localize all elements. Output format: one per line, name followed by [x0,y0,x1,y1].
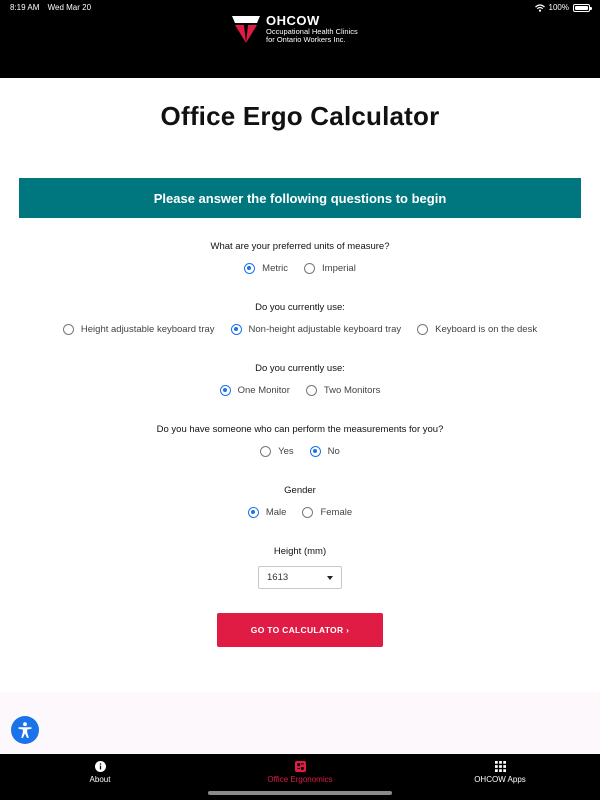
radio-button[interactable] [260,446,271,457]
option-label: Yes [278,446,294,457]
radio-metric[interactable] [244,263,288,274]
option-label: Female [320,507,353,518]
question-gender: Gender [284,485,316,496]
radio-button-checked[interactable] [244,263,255,274]
accessibility-icon [16,721,34,739]
radio-button[interactable] [306,385,317,396]
radio-no[interactable] [310,446,340,457]
battery-percent: 100% [548,3,569,12]
option-label: Two Monitors [323,385,381,396]
tab-label: About [89,775,111,784]
app-header [0,0,600,78]
height-label: Height (mm) [273,546,327,557]
logo-line-1: Occupational Health Clinics [266,26,358,36]
info-icon [95,761,106,772]
question-units: What are your preferred units of measure? [210,241,390,252]
question-keyboard: Do you currently use: [255,302,345,313]
radio-button[interactable] [63,324,74,335]
radio-button[interactable] [302,507,313,518]
grid-icon [495,761,506,772]
option-label: Male [265,507,287,518]
tab-about[interactable] [40,761,160,784]
helper-options [0,446,600,457]
radio-button-checked[interactable] [220,385,231,396]
gender-options [0,507,600,518]
radio-male[interactable] [248,507,287,518]
battery-icon [573,4,590,12]
ergonomics-icon [295,761,306,772]
page-title: Office Ergo Calculator [160,101,440,131]
ohcow-logo-icon [231,14,261,44]
content-footer-area [0,692,600,754]
status-date: Wed Mar 20 [47,3,92,12]
question-monitors: Do you currently use: [255,363,345,374]
radio-button[interactable] [417,324,428,335]
option-label: Non-height adjustable keyboard tray [248,324,402,335]
go-to-calculator-button[interactable]: GO TO CALCULATOR › [217,613,383,647]
tab-label: Office Ergonomics [267,775,333,784]
option-label: Height adjustable keyboard tray [80,324,215,335]
radio-one-monitor[interactable] [220,385,290,396]
radio-button-checked[interactable] [248,507,259,518]
logo-name: OHCOW [266,13,320,28]
accessibility-button[interactable] [11,716,39,744]
wifi-icon [535,4,545,12]
radio-button[interactable] [304,263,315,274]
status-time: 8:19 AM [10,3,40,12]
tab-label: OHCOW Apps [474,775,526,784]
option-label: Imperial [322,263,356,274]
radio-keyboard-on-desk[interactable] [417,324,537,335]
radio-non-height-adjustable-tray[interactable] [231,324,402,335]
radio-imperial[interactable] [304,263,356,274]
question-helper: Do you have someone who can perform the measurements for you? [156,424,444,435]
radio-yes[interactable] [260,446,294,457]
logo-line-2: for Ontario Workers Inc. [266,34,346,44]
option-label: No [327,446,340,457]
status-bar-left [10,3,91,12]
monitor-options [0,385,600,396]
option-label: One Monitor [237,385,290,396]
radio-button-checked[interactable] [310,446,321,457]
radio-two-monitors[interactable] [306,385,381,396]
chevron-down-icon [327,576,333,580]
keyboard-options [0,324,600,335]
tab-ohcow-apps[interactable] [440,761,560,784]
tab-office-ergonomics[interactable] [240,761,360,784]
option-label: Keyboard is on the desk [435,324,538,335]
status-bar-right [535,3,590,12]
instructions-banner: Please answer the following questions to begin [19,178,581,218]
height-select[interactable] [258,566,342,589]
option-label: Metric [262,263,289,274]
ohcow-logo [231,14,358,44]
height-value: 1613 [267,572,289,583]
radio-female[interactable] [302,507,352,518]
radio-button-checked[interactable] [231,324,242,335]
units-options [0,263,600,274]
home-indicator[interactable] [208,791,392,795]
radio-height-adjustable-tray[interactable] [63,324,215,335]
